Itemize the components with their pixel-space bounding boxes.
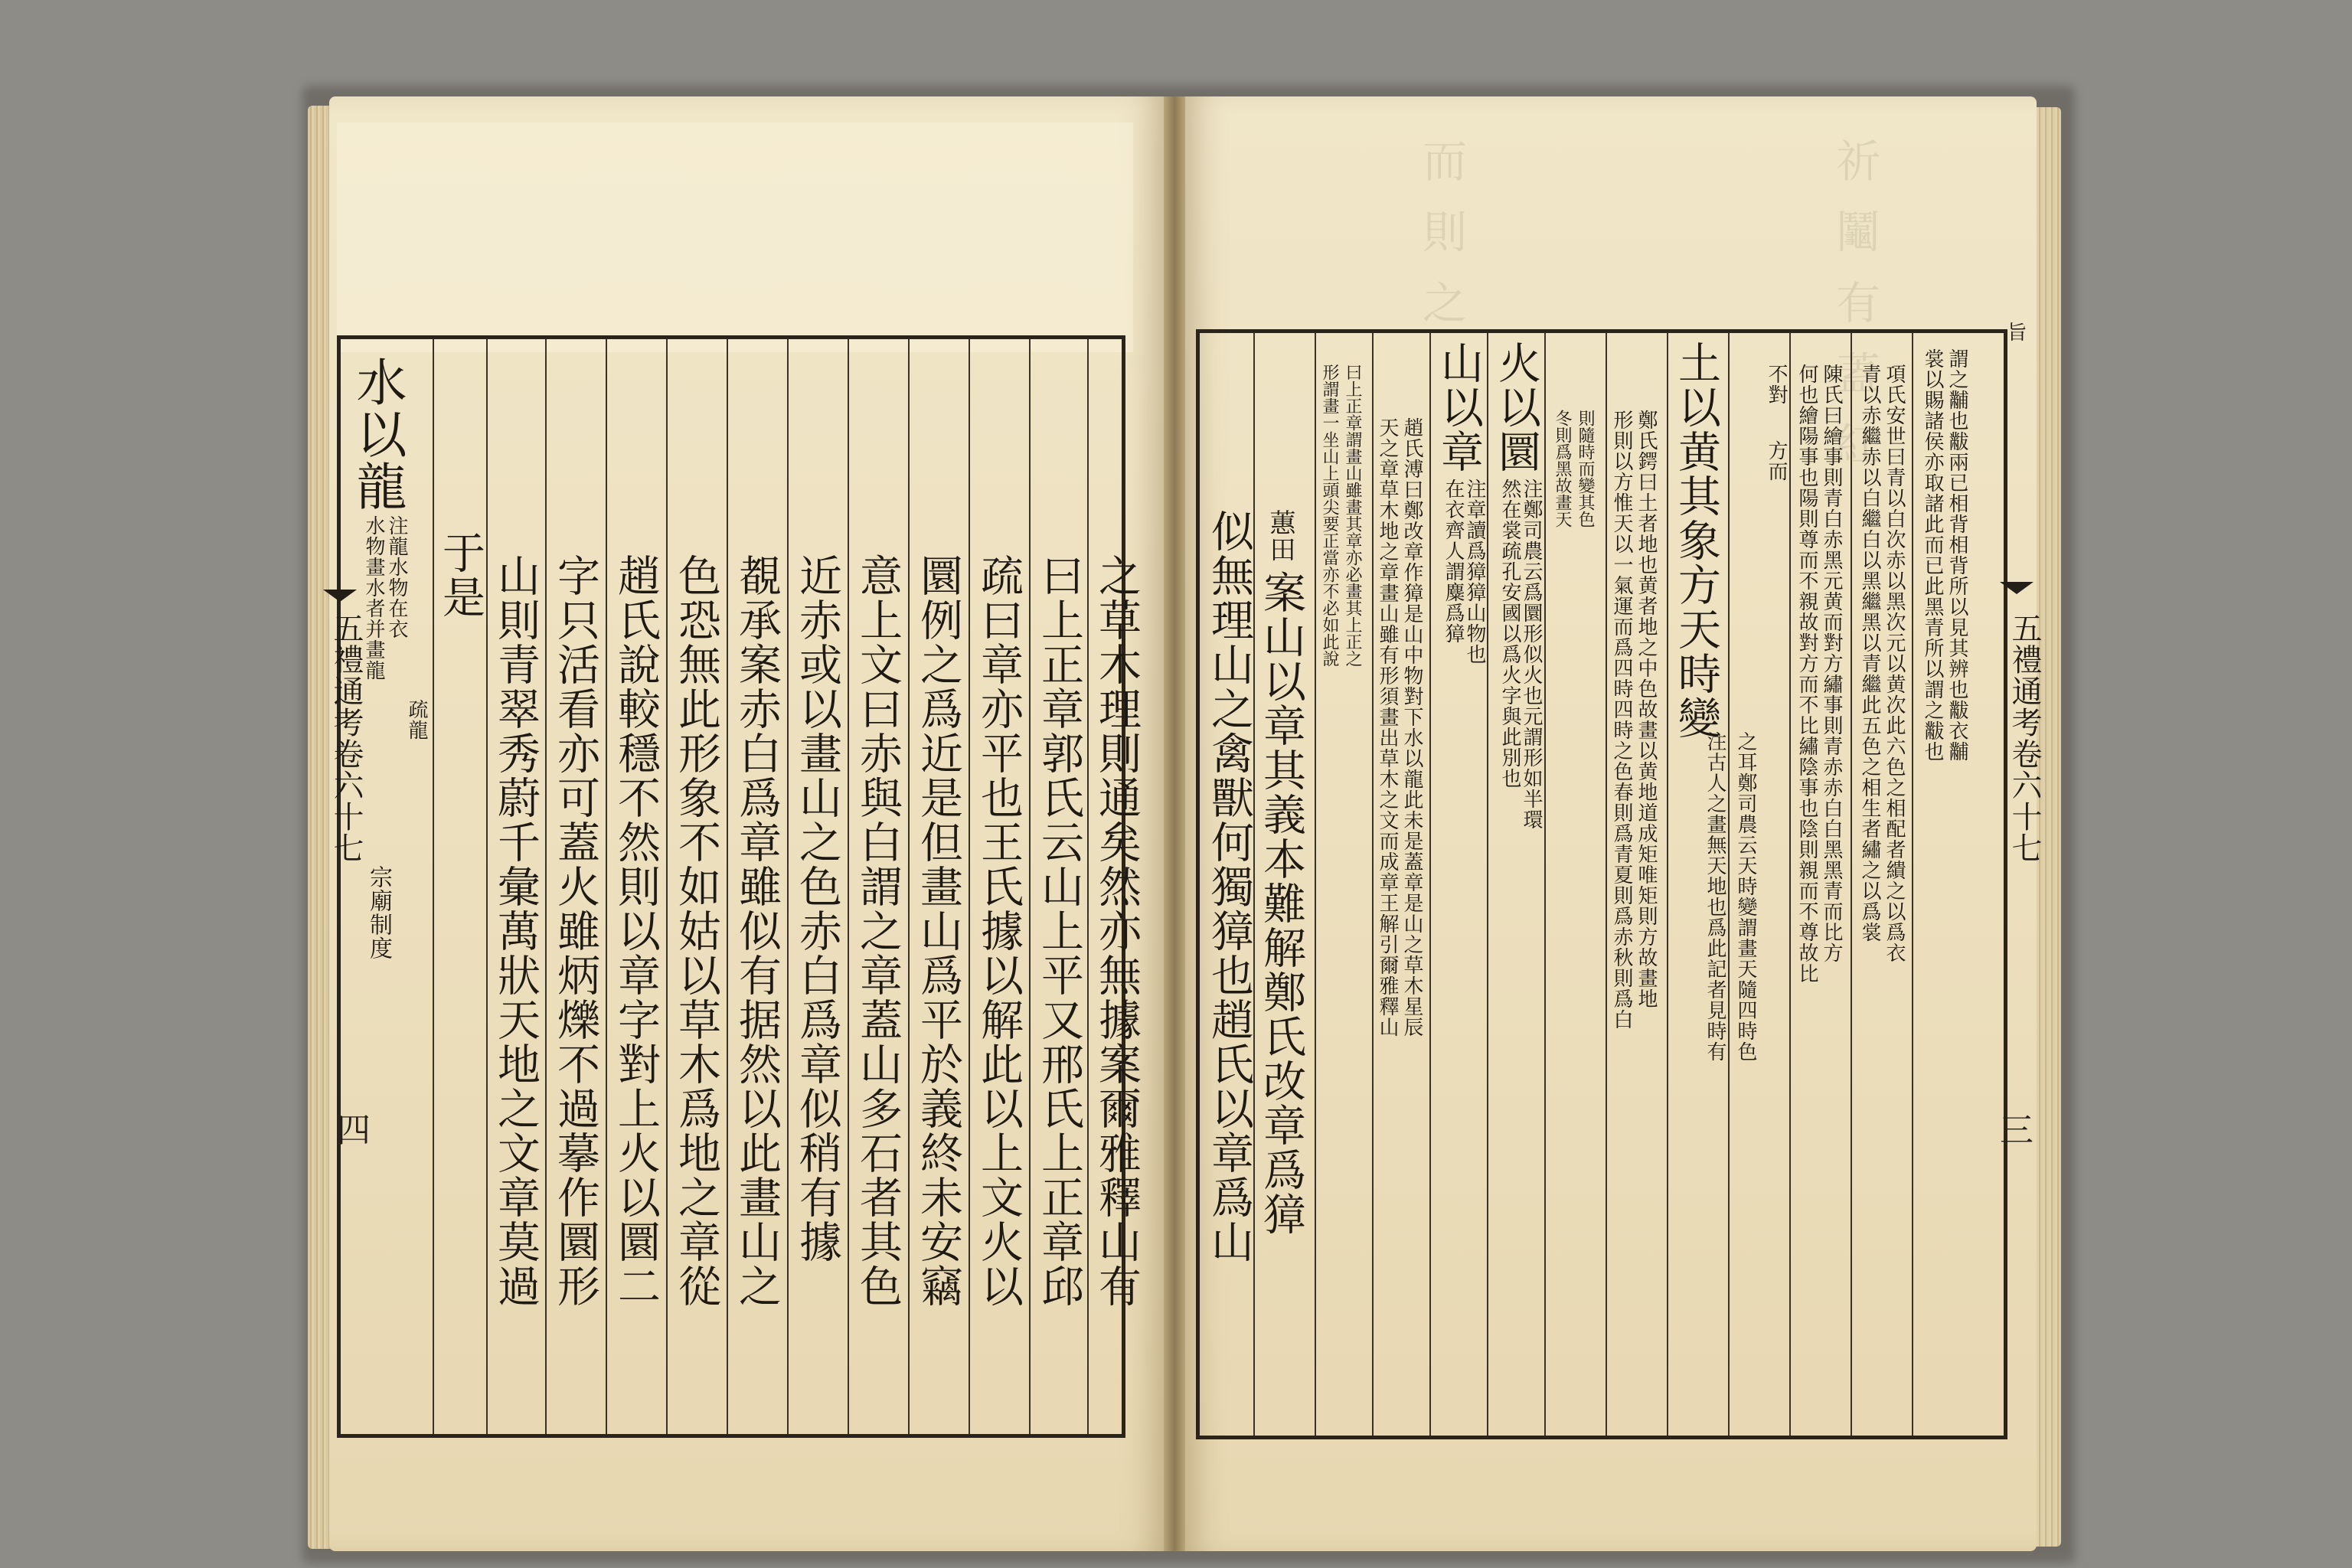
column-rule [606,339,607,1434]
text-column: 近赤或以畫山之色赤白爲章似稍有據 [792,554,842,1264]
annotation-note: 注鄭司農云爲圜形似火也元謂形如半環 [1520,479,1543,830]
paper-repair-patch [337,122,1133,352]
annotation-note: 陳氏曰繪事則青白赤黑元黄而對方繡事則青赤赤白白黑黑青而比方 [1820,364,1843,963]
column-rule [1606,333,1607,1436]
column-rule [969,339,970,1434]
margin-mark: 旨 [2004,322,2027,342]
annotation-note: 注章讀爲獐獐山物也 [1463,479,1486,665]
column-rule [1372,333,1374,1436]
page-number: 四 [337,1111,371,1150]
text-column: 圜例之爲近是但畫山爲平於義終未安竊 [913,554,963,1308]
annotation-note: 曰上正章謂畫山雖畫其章亦必畫其上正之 [1343,364,1362,667]
annotation-note: 天之章草木地之章畫山雖有形須畫出草木之文而成章王解引爾雅釋山 [1376,417,1399,1037]
bleed-through: 祈 鬮 有 蓋 紅 [1828,138,1880,472]
book-gutter [1164,96,1185,1551]
right-text-frame [1196,329,2007,1439]
margin-title: 五禮通考卷六十七 [328,612,364,864]
annotation-note: 裳以賜諸侯亦取諸此而已此黑青所以謂之黻也 [1921,348,1944,762]
heading-shui-yi-long: 水以龍 [348,356,407,512]
column-rule [1789,333,1791,1436]
annotation-note: 鄭氏鍔曰土者地也黄者地之中色故畫以黄地道成矩唯矩則方故畫地 [1635,410,1658,1009]
column-rule [1429,333,1431,1436]
margin-title: 五禮通考卷六十七 [2007,612,2042,864]
text-column: 覩承案赤白爲章雖似有据然以此畫山之 [732,554,782,1308]
annotation-note: 水物畫水者并畫龍 [362,515,385,681]
text-column: 之草木理則通矣然亦無據案爾雅釋山有 [1092,554,1142,1308]
column-rule [1029,339,1031,1434]
column-rule [1315,333,1316,1436]
column-rule [787,339,789,1434]
left-text-frame [337,335,1142,1438]
column-rule [1912,333,1913,1436]
text-column: 蕙田 [1265,509,1295,563]
text-column: 曰上正章郭氏云山上平又邢氏上正章邱 [1034,554,1084,1308]
column-rule [1728,333,1730,1436]
page-number: 三 [2000,1111,2034,1150]
margin-section: 宗廟制度 [365,865,392,960]
column-rule [1544,333,1546,1436]
heading-shan-yi-zhang: 山以章 [1434,341,1484,474]
annotation-note: 之耳鄭司農云天時變謂畫天隨四時色 [1734,731,1757,1062]
annotation-note: 然在裳疏孔安國以爲火字與此別也 [1498,479,1521,789]
heading-huo-yi-yuan: 火以圜 [1491,341,1541,474]
column-rule [486,339,488,1434]
text-column: 疏曰章亦平也王氏據以解此以上文火以 [974,554,1024,1308]
annotation-note: 青以赤繼赤以白繼白以黑繼黑以青繼此五色之相生者繡之以爲裳 [1858,364,1881,942]
text-column: 意上文曰赤與白謂之章蓋山多石者其色 [853,554,903,1308]
text-column: 趙氏說較穩不然則以章字對上火以圜二 [611,554,661,1308]
annotation-note: 不對 [1765,364,1788,405]
annotation-note: 何也繪陽事也陽則尊而不親故對方而不比繡陰事也陰則親而不尊故比 [1795,364,1818,984]
column-rule [848,339,849,1434]
bleed-through: 而 則 之 [1415,138,1467,330]
text-column: 案山以章其義本難解鄭氏改章爲獐 [1256,570,1306,1236]
annotation-note: 形謂畫一坐山上頭尖要正當亦不必如此說 [1320,364,1339,667]
heading-tu-yi-huang: 土以黄其象方天時變 [1671,341,1721,740]
text-column: 于是 [436,531,485,619]
column-rule [545,339,547,1434]
column-rule [1851,333,1852,1436]
column-rule [1087,339,1089,1434]
annotation-note: 方而 [1765,440,1788,482]
annotation-note: 注龍水物在衣 [385,515,408,639]
text-column: 山則青翠秀蔚千彙萬狀天地之文章莫過 [491,554,541,1308]
annotation-note: 項氏安世曰青以白次赤以黑次元以黄次此六色之相配者繢之以爲衣 [1883,364,1906,963]
annotation-note: 趙氏溥曰鄭改章作獐是山中物對下水以龍此未是蓋章是山之草木星辰 [1400,417,1423,1037]
text-column: 似無理山之禽獸何獨獐也趙氏以章爲山 [1204,509,1254,1264]
annotation-note: 謂之黼也黻兩已相背相背所以見其辨也黻衣黼 [1945,348,1968,762]
annotation-tag: 疏龍 [405,699,428,740]
text-column: 字只活看亦可蓋火雖炳爍不過摹作圜形 [550,554,600,1308]
annotation-note: 在衣齊人謂麋爲獐 [1442,479,1465,644]
column-rule [908,339,910,1434]
column-rule [1667,333,1668,1436]
annotation-note: 則隨時而變其色 [1576,410,1595,528]
column-rule [433,339,434,1434]
annotation-note: 冬則爲黑故畫天 [1553,410,1572,528]
column-rule [727,339,728,1434]
annotation-note: 形則以方惟天以一氣運而爲四時四時之色春則爲青夏則爲赤秋則爲白 [1610,410,1633,1030]
column-rule [666,339,668,1434]
annotation-note: 注古人之畫無天地也爲此記者見時有 [1704,731,1726,1062]
text-column: 色恐無此形象不如姑以草木爲地之章從 [671,554,721,1308]
column-rule [1487,333,1488,1436]
